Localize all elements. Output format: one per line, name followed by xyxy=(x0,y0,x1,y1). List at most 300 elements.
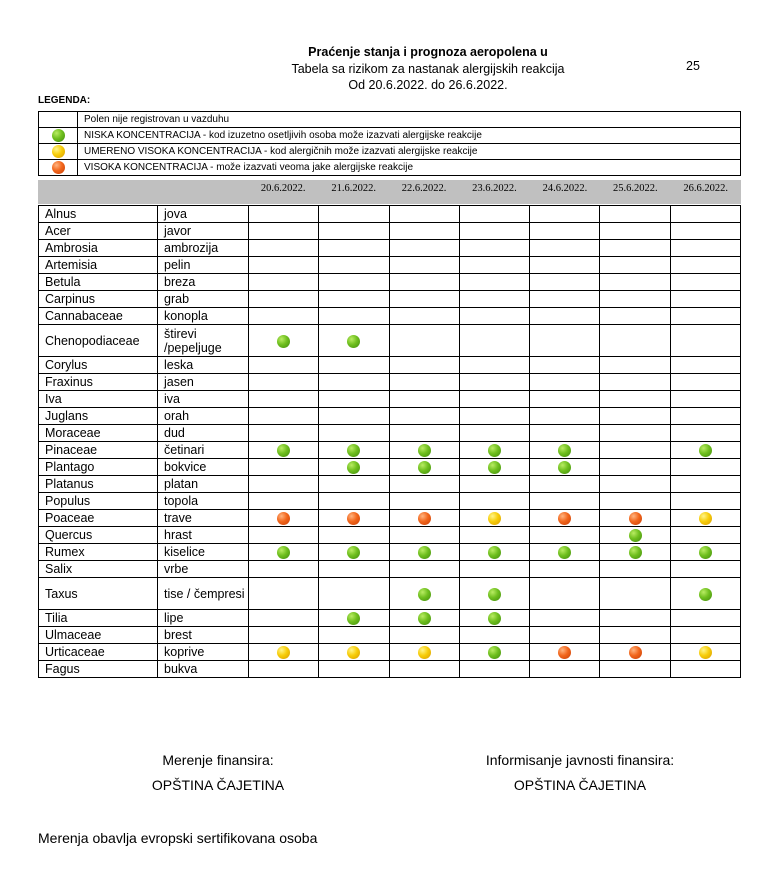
concentration-cell xyxy=(389,357,459,374)
concentration-cell xyxy=(319,325,389,357)
pollen-row xyxy=(39,357,741,374)
latin-name-cell: Acer xyxy=(39,223,158,240)
local-name-cell: dud xyxy=(158,425,249,442)
concentration-cell xyxy=(530,325,600,357)
legend-text: UMERENO VISOKA KONCENTRACIJA - kod alergičnih može izazvati alergijske reakcije xyxy=(78,144,741,160)
page-number: 25 xyxy=(686,59,700,73)
concentration-cell xyxy=(670,240,740,257)
pollen-row xyxy=(39,206,741,223)
legend-table xyxy=(38,111,741,176)
concentration-cell xyxy=(249,291,319,308)
concentration-cell xyxy=(249,274,319,291)
concentration-cell xyxy=(530,291,600,308)
local-name-cell: četinari xyxy=(158,442,249,459)
concentration-cell xyxy=(389,257,459,274)
pollen-row xyxy=(39,561,741,578)
concentration-cell xyxy=(389,527,459,544)
concentration-cell xyxy=(389,661,459,678)
concentration-cell xyxy=(530,610,600,627)
legend-row xyxy=(39,144,741,160)
local-name-cell: breza xyxy=(158,274,249,291)
concentration-cell xyxy=(530,357,600,374)
concentration-cell xyxy=(530,223,600,240)
local-name-cell: konopla xyxy=(158,308,249,325)
legend-row xyxy=(39,128,741,144)
concentration-cell xyxy=(319,223,389,240)
concentration-cell xyxy=(389,493,459,510)
local-name-cell: jasen xyxy=(158,374,249,391)
green-dot-icon xyxy=(558,461,571,474)
concentration-cell xyxy=(389,476,459,493)
concentration-cell xyxy=(249,476,319,493)
concentration-cell xyxy=(459,291,529,308)
concentration-cell xyxy=(670,459,740,476)
funder-measurement-value: OPŠTINA ČAJETINA xyxy=(151,777,285,793)
pollen-row xyxy=(39,610,741,627)
pollen-row xyxy=(39,240,741,257)
legend-symbol-cell xyxy=(39,128,78,144)
concentration-cell xyxy=(389,561,459,578)
green-dot-icon xyxy=(488,588,501,601)
date-column-header: 21.6.2022. xyxy=(331,183,376,194)
concentration-cell xyxy=(319,357,389,374)
concentration-cell xyxy=(319,240,389,257)
concentration-cell xyxy=(249,391,319,408)
concentration-cell xyxy=(459,610,529,627)
pollen-row xyxy=(39,408,741,425)
concentration-cell xyxy=(670,578,740,610)
latin-name-cell: Chenopodiaceae xyxy=(39,325,158,357)
green-dot-icon xyxy=(277,335,290,348)
local-name-cell: orah xyxy=(158,408,249,425)
local-name-cell: topola xyxy=(158,493,249,510)
latin-name-cell: Taxus xyxy=(39,578,158,610)
latin-name-cell: Platanus xyxy=(39,476,158,493)
concentration-cell xyxy=(459,459,529,476)
latin-name-cell: Iva xyxy=(39,391,158,408)
latin-name-cell: Populus xyxy=(39,493,158,510)
green-dot-icon xyxy=(418,612,431,625)
concentration-cell xyxy=(249,425,319,442)
local-name-cell: lipe xyxy=(158,610,249,627)
concentration-cell xyxy=(600,374,670,391)
latin-name-cell: Salix xyxy=(39,561,158,578)
yellow-dot-icon xyxy=(418,646,431,659)
concentration-cell xyxy=(600,257,670,274)
concentration-cell xyxy=(600,223,670,240)
concentration-cell xyxy=(249,527,319,544)
legend-symbol-cell xyxy=(39,144,78,160)
concentration-cell xyxy=(319,391,389,408)
concentration-cell xyxy=(600,578,670,610)
concentration-cell xyxy=(459,561,529,578)
concentration-cell xyxy=(600,544,670,561)
pollen-table xyxy=(38,205,741,678)
concentration-cell xyxy=(249,223,319,240)
concentration-cell xyxy=(530,544,600,561)
funder-measurement-label: Merenje finansira: xyxy=(162,752,274,768)
funder-information-value: OPŠTINA ČAJETINA xyxy=(513,777,647,793)
concentration-cell xyxy=(670,627,740,644)
legend-text: Polen nije registrovan u vazduhu xyxy=(78,112,741,128)
pollen-row xyxy=(39,257,741,274)
concentration-cell xyxy=(459,578,529,610)
concentration-cell xyxy=(319,644,389,661)
legend-row xyxy=(39,112,741,128)
concentration-cell xyxy=(249,627,319,644)
concentration-cell xyxy=(459,493,529,510)
concentration-cell xyxy=(249,374,319,391)
latin-name-cell: Cannabaceae xyxy=(39,308,158,325)
concentration-cell xyxy=(459,257,529,274)
concentration-cell xyxy=(530,476,600,493)
concentration-cell xyxy=(319,476,389,493)
concentration-cell xyxy=(670,291,740,308)
date-column-header: 22.6.2022. xyxy=(401,183,447,194)
concentration-cell xyxy=(600,610,670,627)
concentration-cell xyxy=(600,391,670,408)
concentration-cell xyxy=(389,425,459,442)
concentration-cell xyxy=(389,510,459,527)
concentration-cell xyxy=(389,206,459,223)
green-dot-icon xyxy=(558,546,571,559)
latin-name-cell: Fagus xyxy=(39,661,158,678)
concentration-cell xyxy=(670,257,740,274)
concentration-cell xyxy=(249,459,319,476)
page-subtitle: Tabela sa rizikom za nastanak alergijskih reakcija xyxy=(291,62,565,76)
date-column-header: 26.6.2022. xyxy=(683,183,729,194)
green-dot-icon xyxy=(418,444,431,457)
local-name-cell: ambrozija xyxy=(158,240,249,257)
latin-name-cell: Juglans xyxy=(39,408,158,425)
concentration-cell xyxy=(530,257,600,274)
concentration-cell xyxy=(530,561,600,578)
concentration-cell xyxy=(319,544,389,561)
concentration-cell xyxy=(670,476,740,493)
local-name-cell: platan xyxy=(158,476,249,493)
local-name-cell: brest xyxy=(158,627,249,644)
concentration-cell xyxy=(389,308,459,325)
concentration-cell xyxy=(249,610,319,627)
local-name-cell: grab xyxy=(158,291,249,308)
concentration-cell xyxy=(319,374,389,391)
pollen-row xyxy=(39,527,741,544)
orange-dot-icon xyxy=(558,512,571,525)
concentration-cell xyxy=(530,493,600,510)
concentration-cell xyxy=(389,627,459,644)
concentration-cell xyxy=(249,510,319,527)
concentration-cell xyxy=(319,561,389,578)
concentration-cell xyxy=(530,374,600,391)
latin-name-cell: Tilia xyxy=(39,610,158,627)
concentration-cell xyxy=(530,661,600,678)
local-name-cell: kiselice xyxy=(158,544,249,561)
date-header-spacer xyxy=(38,180,248,204)
concentration-cell xyxy=(459,206,529,223)
green-dot-icon xyxy=(277,546,290,559)
yellow-dot-icon xyxy=(699,646,712,659)
pollen-row xyxy=(39,325,741,357)
pollen-row xyxy=(39,459,741,476)
latin-name-cell: Moraceae xyxy=(39,425,158,442)
pollen-row xyxy=(39,223,741,240)
concentration-cell xyxy=(530,206,600,223)
green-dot-icon xyxy=(629,529,642,542)
orange-dot-icon xyxy=(629,512,642,525)
green-dot-icon xyxy=(488,612,501,625)
concentration-cell xyxy=(459,544,529,561)
concentration-cell xyxy=(600,476,670,493)
local-name-cell: hrast xyxy=(158,527,249,544)
concentration-cell xyxy=(530,459,600,476)
concentration-cell xyxy=(249,257,319,274)
local-name-cell: jova xyxy=(158,206,249,223)
green-dot-icon xyxy=(347,335,360,348)
latin-name-cell: Ulmaceae xyxy=(39,627,158,644)
concentration-cell xyxy=(600,527,670,544)
pollen-row xyxy=(39,627,741,644)
pollen-row xyxy=(39,425,741,442)
latin-name-cell: Poaceae xyxy=(39,510,158,527)
local-name-cell: javor xyxy=(158,223,249,240)
latin-name-cell: Corylus xyxy=(39,357,158,374)
pollen-row xyxy=(39,476,741,493)
concentration-cell xyxy=(670,425,740,442)
concentration-cell xyxy=(389,578,459,610)
concentration-cell xyxy=(249,644,319,661)
local-name-cell: vrbe xyxy=(158,561,249,578)
pollen-row xyxy=(39,544,741,561)
date-range: Od 20.6.2022. do 26.6.2022. xyxy=(348,78,508,92)
concentration-cell xyxy=(319,493,389,510)
pollen-row xyxy=(39,274,741,291)
concentration-cell xyxy=(319,578,389,610)
concentration-cell xyxy=(670,206,740,223)
concentration-cell xyxy=(530,274,600,291)
latin-name-cell: Quercus xyxy=(39,527,158,544)
green-dot-icon xyxy=(488,461,501,474)
concentration-cell xyxy=(319,661,389,678)
concentration-cell xyxy=(459,274,529,291)
concentration-cell xyxy=(249,325,319,357)
concentration-cell xyxy=(249,544,319,561)
concentration-cell xyxy=(600,661,670,678)
legend-text: NISKA KONCENTRACIJA - kod izuzetno osetljivih osoba može izazvati alergijske reakcije xyxy=(78,128,741,144)
concentration-cell xyxy=(319,425,389,442)
pollen-row xyxy=(39,374,741,391)
concentration-cell xyxy=(600,206,670,223)
yellow-dot-icon xyxy=(277,646,290,659)
concentration-cell xyxy=(249,240,319,257)
concentration-cell xyxy=(600,627,670,644)
concentration-cell xyxy=(600,561,670,578)
concentration-cell xyxy=(459,644,529,661)
concentration-cell xyxy=(389,544,459,561)
pollen-row xyxy=(39,644,741,661)
local-name-cell: leska xyxy=(158,357,249,374)
concentration-cell xyxy=(319,442,389,459)
green-dot-icon xyxy=(418,588,431,601)
green-dot-icon xyxy=(277,444,290,457)
concentration-cell xyxy=(600,291,670,308)
pollen-row xyxy=(39,308,741,325)
concentration-cell xyxy=(389,459,459,476)
concentration-cell xyxy=(249,408,319,425)
concentration-cell xyxy=(459,374,529,391)
concentration-cell xyxy=(319,610,389,627)
page-title: Praćenje stanja i prognoza aeropolena u xyxy=(308,45,548,59)
concentration-cell xyxy=(530,425,600,442)
concentration-cell xyxy=(530,308,600,325)
concentration-cell xyxy=(249,442,319,459)
orange-dot-icon xyxy=(52,161,65,174)
concentration-cell xyxy=(249,357,319,374)
latin-name-cell: Urticaceae xyxy=(39,644,158,661)
concentration-cell xyxy=(459,308,529,325)
concentration-cell xyxy=(670,510,740,527)
concentration-cell xyxy=(600,510,670,527)
concentration-cell xyxy=(389,408,459,425)
concentration-cell xyxy=(600,644,670,661)
latin-name-cell: Artemisia xyxy=(39,257,158,274)
green-dot-icon xyxy=(699,588,712,601)
date-header-bar xyxy=(38,180,741,204)
green-dot-icon xyxy=(347,461,360,474)
concentration-cell xyxy=(530,442,600,459)
concentration-cell xyxy=(389,274,459,291)
concentration-cell xyxy=(319,459,389,476)
concentration-cell xyxy=(319,291,389,308)
concentration-cell xyxy=(670,493,740,510)
concentration-cell xyxy=(459,357,529,374)
green-dot-icon xyxy=(347,444,360,457)
concentration-cell xyxy=(530,391,600,408)
concentration-cell xyxy=(389,240,459,257)
local-name-cell: bokvice xyxy=(158,459,249,476)
concentration-cell xyxy=(600,357,670,374)
concentration-cell xyxy=(459,510,529,527)
local-name-cell: tise / čempresi xyxy=(158,578,249,610)
green-dot-icon xyxy=(52,129,65,142)
concentration-cell xyxy=(459,325,529,357)
latin-name-cell: Rumex xyxy=(39,544,158,561)
yellow-dot-icon xyxy=(488,512,501,525)
funder-information-label: Informisanje javnosti finansira: xyxy=(485,752,675,768)
certification-note: Merenja obavlja evropski sertifikovana osoba xyxy=(38,830,318,846)
concentration-cell xyxy=(459,527,529,544)
concentration-cell xyxy=(249,308,319,325)
latin-name-cell: Pinaceae xyxy=(39,442,158,459)
pollen-row xyxy=(39,442,741,459)
concentration-cell xyxy=(249,578,319,610)
pollen-row xyxy=(39,391,741,408)
concentration-cell xyxy=(249,493,319,510)
legend-symbol-cell xyxy=(39,160,78,176)
date-column-header: 20.6.2022. xyxy=(260,183,306,194)
concentration-cell xyxy=(459,408,529,425)
concentration-cell xyxy=(319,206,389,223)
concentration-cell xyxy=(459,223,529,240)
legend-symbol-cell xyxy=(39,112,78,128)
concentration-cell xyxy=(670,561,740,578)
green-dot-icon xyxy=(699,546,712,559)
concentration-cell xyxy=(319,627,389,644)
concentration-cell xyxy=(530,240,600,257)
orange-dot-icon xyxy=(418,512,431,525)
pollen-row xyxy=(39,578,741,610)
local-name-cell: pelin xyxy=(158,257,249,274)
concentration-cell xyxy=(670,274,740,291)
concentration-cell xyxy=(389,442,459,459)
latin-name-cell: Carpinus xyxy=(39,291,158,308)
date-column-header: 24.6.2022. xyxy=(542,183,588,194)
orange-dot-icon xyxy=(277,512,290,525)
concentration-cell xyxy=(670,544,740,561)
concentration-cell xyxy=(670,357,740,374)
concentration-cell xyxy=(670,644,740,661)
green-dot-icon xyxy=(347,612,360,625)
concentration-cell xyxy=(459,442,529,459)
date-column-header: 23.6.2022. xyxy=(472,183,517,194)
concentration-cell xyxy=(389,325,459,357)
concentration-cell xyxy=(389,374,459,391)
concentration-cell xyxy=(249,661,319,678)
concentration-cell xyxy=(459,476,529,493)
concentration-cell xyxy=(319,308,389,325)
concentration-cell xyxy=(389,644,459,661)
orange-dot-icon xyxy=(558,646,571,659)
orange-dot-icon xyxy=(629,646,642,659)
pollen-row xyxy=(39,510,741,527)
concentration-cell xyxy=(530,578,600,610)
concentration-cell xyxy=(389,610,459,627)
concentration-cell xyxy=(389,223,459,240)
concentration-cell xyxy=(530,627,600,644)
latin-name-cell: Alnus xyxy=(39,206,158,223)
concentration-cell xyxy=(670,408,740,425)
concentration-cell xyxy=(459,240,529,257)
local-name-cell: koprive xyxy=(158,644,249,661)
concentration-cell xyxy=(670,391,740,408)
concentration-cell xyxy=(319,510,389,527)
concentration-cell xyxy=(600,325,670,357)
concentration-cell xyxy=(530,644,600,661)
concentration-cell xyxy=(319,527,389,544)
concentration-cell xyxy=(249,206,319,223)
legend-heading: LEGENDA: xyxy=(38,95,91,106)
concentration-cell xyxy=(600,493,670,510)
concentration-cell xyxy=(600,408,670,425)
latin-name-cell: Fraxinus xyxy=(39,374,158,391)
concentration-cell xyxy=(670,325,740,357)
pollen-row xyxy=(39,493,741,510)
concentration-cell xyxy=(600,240,670,257)
concentration-cell xyxy=(459,627,529,644)
concentration-cell xyxy=(319,408,389,425)
concentration-cell xyxy=(530,527,600,544)
green-dot-icon xyxy=(629,546,642,559)
local-name-cell: iva xyxy=(158,391,249,408)
green-dot-icon xyxy=(488,444,501,457)
green-dot-icon xyxy=(488,646,501,659)
latin-name-cell: Plantago xyxy=(39,459,158,476)
concentration-cell xyxy=(459,391,529,408)
concentration-cell xyxy=(670,527,740,544)
yellow-dot-icon xyxy=(52,145,65,158)
latin-name-cell: Ambrosia xyxy=(39,240,158,257)
green-dot-icon xyxy=(418,461,431,474)
concentration-cell xyxy=(670,610,740,627)
